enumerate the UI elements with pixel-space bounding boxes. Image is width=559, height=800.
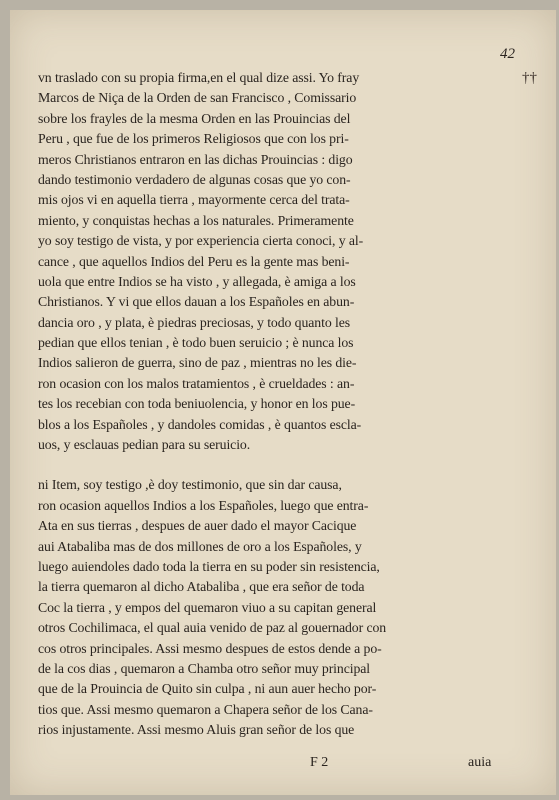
text-line: Marcos de Niça de la Orden de san Francisco , Comissario xyxy=(38,90,357,106)
text-line: que de la Prouincia de Quito sin culpa , ni aun auer hecho por- xyxy=(38,681,377,697)
text-line: ni Item, soy testigo ,è doy testimonio, que sin dar causa, xyxy=(38,477,342,493)
text-line: mis ojos vi en aquella tierra , mayormente cerca del trata- xyxy=(38,192,350,208)
book-page xyxy=(10,10,556,795)
text-line: meros Christianos entraron en las dichas Prouincias : digo xyxy=(38,151,353,167)
text-line: de la cos dias , quemaron a Chamba otro señor muy principal xyxy=(38,660,371,676)
text-line: cance , que aquellos Indios del Peru es la gente mas beni- xyxy=(38,253,350,269)
signature-mark: F 2 xyxy=(310,755,329,770)
catchword: auia xyxy=(468,755,492,770)
text-line: luego auiendoles dado toda la tierra en su poder sin resistencia, xyxy=(38,558,380,574)
text-line: vn traslado con su propia firma,en el qual dize assi. Yo fray xyxy=(38,70,360,85)
text-line: Christianos. Y vi que ellos dauan a los Españoles en abun- xyxy=(38,294,355,310)
page-number: 42 xyxy=(500,46,515,62)
paragraph-gap xyxy=(38,455,502,475)
page-body xyxy=(38,68,502,741)
text-line: tios que. Assi mesmo quemaron a Chapera señor de los Cana- xyxy=(38,701,373,717)
text-line: cos otros principales. Assi mesmo despues de estos dende a po- xyxy=(38,640,382,656)
text-line: Indios salieron de guerra, sino de paz , mientras no les die- xyxy=(38,355,357,371)
text-line: dando testimonio verdadero de algunas cosas que yo con- xyxy=(38,171,351,187)
text-line: la tierra quemaron al dicho Atabaliba , que era señor de toda xyxy=(38,579,365,595)
text-line: Ata en sus tierras , despues de auer dado el mayor Cacique xyxy=(38,518,357,534)
text-line: dancia oro , y plata, è piedras preciosas, y todo quanto les xyxy=(38,314,350,330)
text-line: otros Cochilimaca, el qual auia venido de paz al gouernador con xyxy=(38,620,387,636)
text-line: aui Atabaliba mas de dos millones de oro a los Españoles, y xyxy=(38,538,362,554)
text-line: blos a los Españoles , y dandoles comidas , è quantos escla- xyxy=(38,416,362,432)
marginal-mark: †† xyxy=(522,70,537,86)
text-line: uola que entre Indios se ha visto , y allegada, è amiga a los xyxy=(38,273,356,289)
text-line: sobre los frayles de la mesma Orden en las Prouincias del xyxy=(38,110,351,126)
text-line: ron ocasion aquellos Indios a los Españoles, luego que entra- xyxy=(38,497,369,513)
text-line: tes los recebian con toda beniuolencia, y honor en los pue- xyxy=(38,396,356,412)
paragraph-1 xyxy=(38,68,502,455)
paragraph-2 xyxy=(38,475,502,740)
text-line: yo soy testigo de vista, y por experiencia cierta conoci, y al- xyxy=(38,233,364,249)
text-line: uos, y esclauas pedian para su seruicio. xyxy=(38,437,251,453)
text-line: Peru , que fue de los primeros Religiosos que con los pri- xyxy=(38,131,349,147)
text-line: Coc la tierra , y empos del quemaron viuo a su capitan general xyxy=(38,599,377,615)
text-line: miento, y conquistas hechas a los naturales. Primeramente xyxy=(38,212,354,228)
text-line: pedian que ellos tenian , è todo buen seruicio ; è nunca los xyxy=(38,335,354,351)
text-line: rios injustamente. Assi mesmo Aluis gran señor de los que xyxy=(38,722,355,738)
text-line: ron ocasion con los malos tratamientos , è crueldades : an- xyxy=(38,375,355,391)
